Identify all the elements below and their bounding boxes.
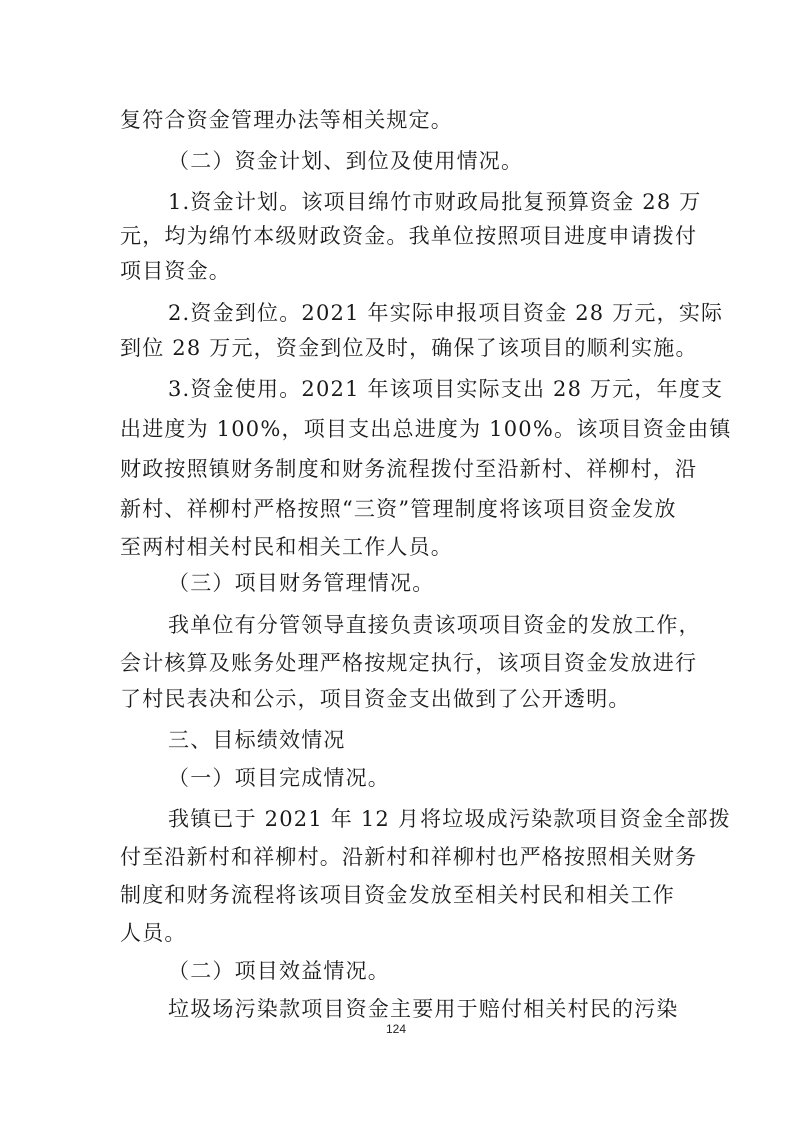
text-line: 了村民表决和公示，项目资金支出做到了公开透明。 xyxy=(120,687,631,711)
text-line: 到位 28 万元，资金到位及时，确保了该项目的顺利实施。 xyxy=(120,336,698,360)
text-line: 出进度为 100%，项目支出总进度为 100%。该项目资金由镇 xyxy=(120,417,732,441)
text-line: 至两村相关村民和相关工作人员。 xyxy=(120,535,453,559)
text-line: 3.资金使用。2021 年该项目实际支出 28 万元，年度支 xyxy=(168,377,724,401)
text-line: 我镇已于 2021 年 12 月将垃圾成污染款项目资金全部拨 xyxy=(168,807,731,831)
text-line: 元，均为绵竹本级财政资金。我单位按照项目进度申请拨付 xyxy=(120,224,698,248)
text-line: 付至沿新村和祥柳村。沿新村和祥柳村也严格按照相关财务 xyxy=(120,845,698,869)
section-heading: （二）项目效益情况。 xyxy=(168,959,390,983)
text-line: 2.资金到位。2021 年实际申报项目资金 28 万元，实际 xyxy=(168,301,724,325)
section-heading: （一）项目完成情况。 xyxy=(168,766,390,790)
section-heading: （二）资金计划、到位及使用情况。 xyxy=(168,149,524,173)
text-line: 新村、祥柳村严格按照“三资”管理制度将该项目资金发放 xyxy=(120,497,677,521)
text-line: 项目资金。 xyxy=(120,259,231,283)
text-line: 垃圾场污染款项目资金主要用于赔付相关村民的污染 xyxy=(168,997,679,1021)
text-line: 复符合资金管理办法等相关规定。 xyxy=(120,108,453,132)
section-heading: （三）项目财务管理情况。 xyxy=(168,571,435,595)
text-line: 1.资金计划。该项目绵竹市财政局批复预算资金 28 万 xyxy=(168,190,702,214)
text-line: 人员。 xyxy=(120,921,187,945)
text-line: 我单位有分管领导直接负责该项项目资金的发放工作， xyxy=(168,613,701,637)
chapter-heading: 三、目标绩效情况 xyxy=(168,728,346,752)
text-line: 会计核算及账务处理严格按规定执行，该项目资金发放进行 xyxy=(120,651,698,675)
text-line: 财政按照镇财务制度和财务流程拨付至沿新村、祥柳村，沿 xyxy=(120,457,698,481)
text-line: 制度和财务流程将该项目资金发放至相关村民和相关工作 xyxy=(120,883,675,907)
page-number: 124 xyxy=(385,1022,407,1036)
